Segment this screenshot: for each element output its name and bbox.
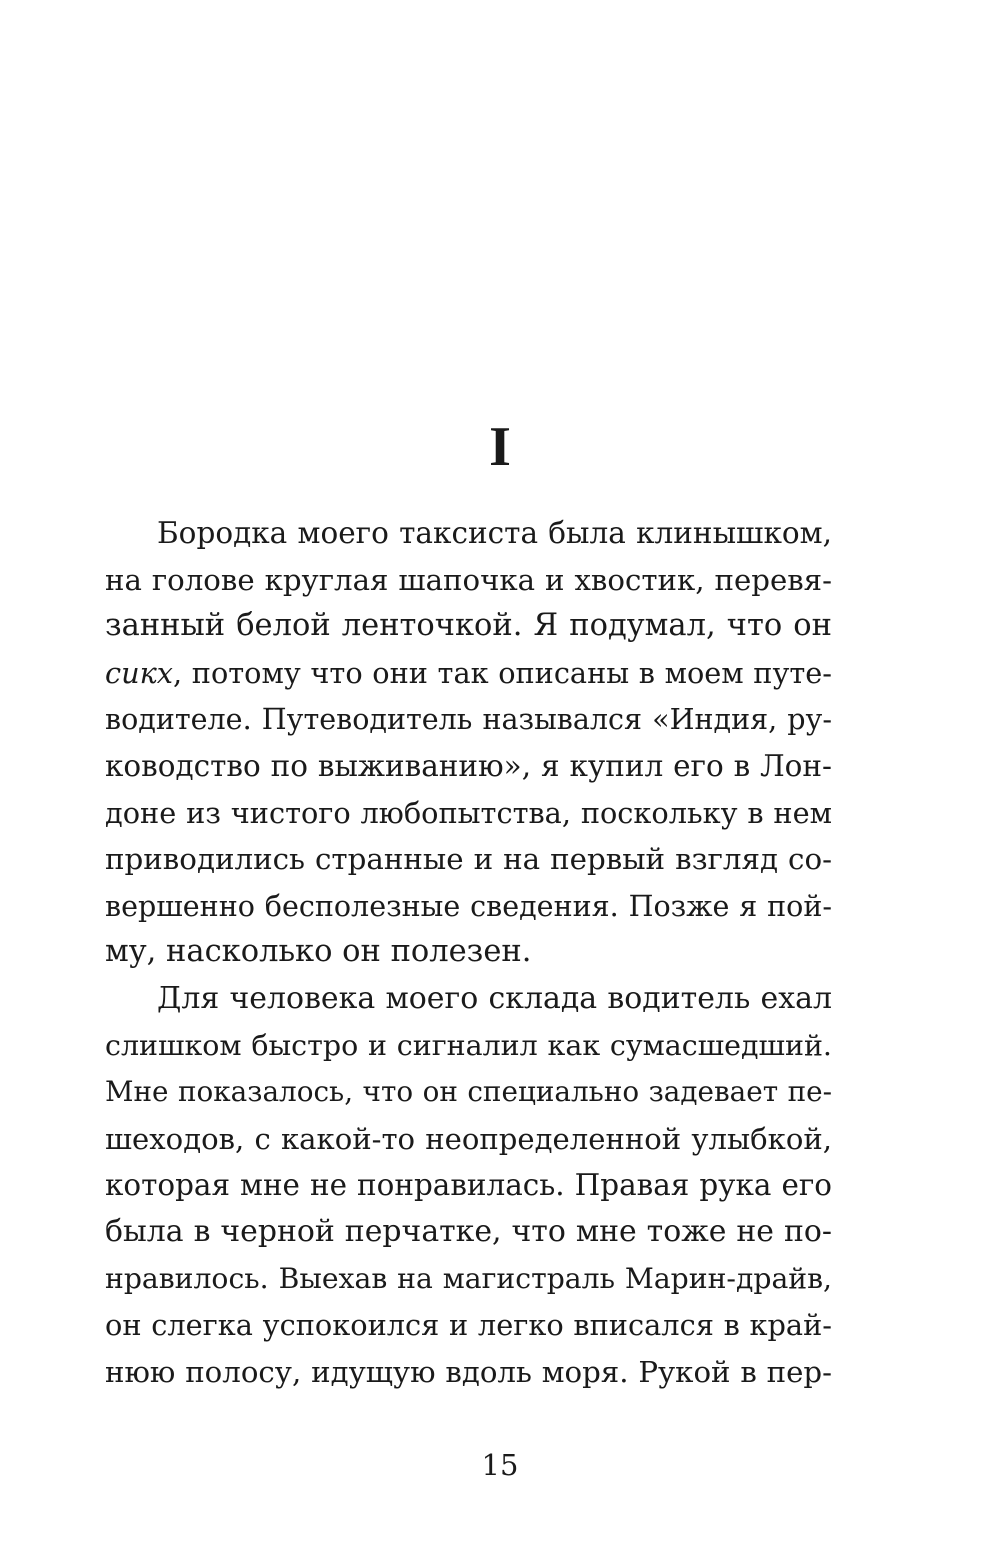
text-segment: Для человека моего склада водитель ехал xyxy=(157,980,832,1016)
text-segment: была в черной перчатке, что мне тоже не по- xyxy=(105,1213,832,1249)
text-segment: вершенно бесполезные сведения. Позже я пой- xyxy=(105,888,832,923)
italic-term: сикх xyxy=(105,655,174,690)
chapter-numeral: I xyxy=(489,416,511,478)
text-segment: му, насколько он полезен. xyxy=(105,934,532,970)
text-segment: Бородка моего таксиста была клинышком, xyxy=(157,516,832,550)
text-line xyxy=(105,790,832,837)
text-line xyxy=(105,1116,832,1163)
text-segment: занный белой ленточкой. Я подумал, что он xyxy=(105,608,832,644)
text-segment: доне из чистого любопытства, поскольку в нем xyxy=(105,795,832,830)
text-line xyxy=(105,1209,832,1256)
text-segment: шеходов, с какой-то неопределенной улыбкой, xyxy=(105,1121,832,1156)
text-segment: нравилось. Выехав на магистраль Марин-драйв, xyxy=(105,1261,832,1295)
text-segment: на голове круглая шапочка и хвостик, перевя- xyxy=(105,562,832,597)
text-segment: приводились странные и на первый взгляд со- xyxy=(105,842,832,877)
text-line xyxy=(105,743,832,790)
text-line xyxy=(105,1069,832,1116)
text-line xyxy=(105,1302,832,1349)
text-line xyxy=(105,603,832,650)
paragraph xyxy=(105,976,832,1395)
text-line xyxy=(105,1162,832,1209)
body-text xyxy=(105,510,832,1395)
text-segment: водителе. Путеводитель назывался «Индия, ру- xyxy=(105,702,832,737)
text-line xyxy=(105,883,832,930)
text-line xyxy=(105,1349,832,1396)
text-line xyxy=(105,696,832,743)
text-segment: нюю полосу, идущую вдоль моря. Рукой в пер- xyxy=(105,1354,832,1389)
text-segment: Мне показалось, что он специально задевает пе- xyxy=(105,1075,832,1109)
text-line xyxy=(105,929,832,976)
page-number: 15 xyxy=(481,1448,519,1482)
text-segment: которая мне не понравилась. Правая рука его xyxy=(105,1168,832,1203)
text-line xyxy=(105,510,832,557)
text-segment: ководство по выживанию», я купил его в Лон- xyxy=(105,748,832,783)
text-segment: слишком быстро и сигналил как сумасшедший. xyxy=(105,1028,832,1062)
paragraph xyxy=(105,510,832,976)
text-line xyxy=(105,1023,832,1070)
text-line xyxy=(105,1256,832,1303)
text-line xyxy=(105,557,832,604)
text-line xyxy=(105,650,832,697)
text-line xyxy=(105,836,832,883)
text-line xyxy=(105,976,832,1023)
text-segment: , потому что они так описаны в моем путе- xyxy=(173,655,832,690)
text-segment: он слегка успокоился и легко вписался в край- xyxy=(105,1308,832,1343)
